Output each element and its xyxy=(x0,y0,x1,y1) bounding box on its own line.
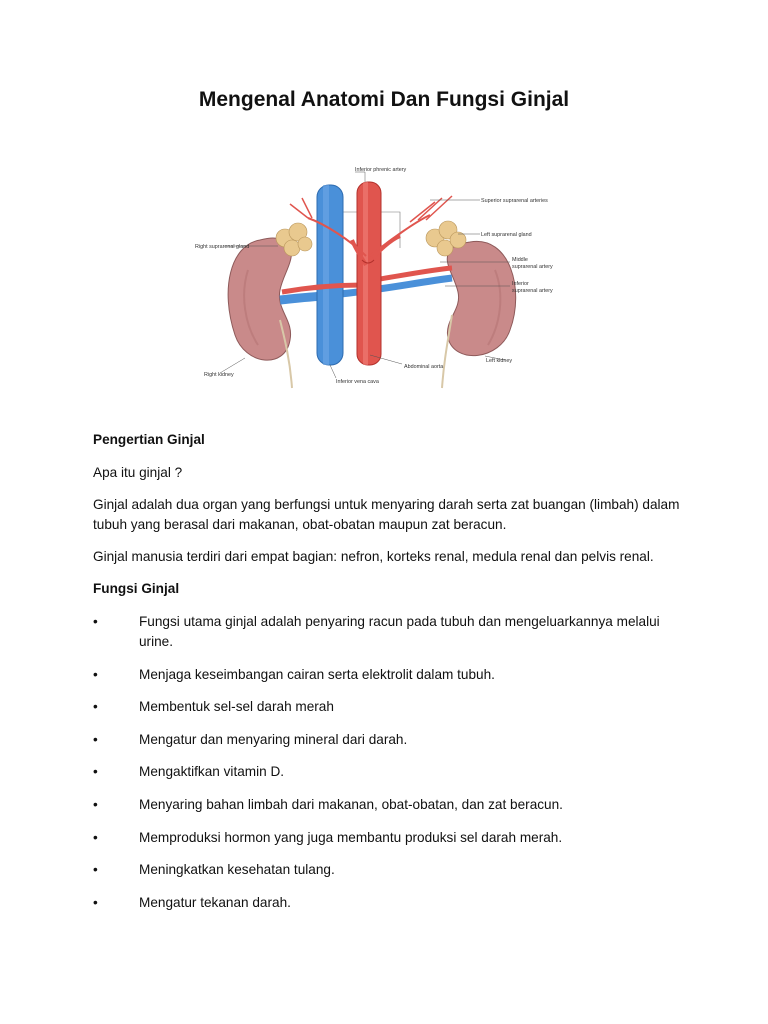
list-item-text: Memproduksi hormon yang juga membantu produksi sel darah merah. xyxy=(139,829,563,845)
list-item xyxy=(93,762,683,782)
list-item-text: Mengatur tekanan darah. xyxy=(139,894,291,910)
paragraph-definition: Ginjal adalah dua organ yang berfungsi untuk menyaring darah serta zat buangan (limbah) dalam tubuh yang berasal dari makanan, obat-obatan maupun zat beracun. xyxy=(93,497,680,532)
label-left-suprarenal-gland: Left suprarenal gland xyxy=(481,232,532,238)
list-item-text: Membentuk sel-sel darah merah xyxy=(139,699,334,715)
label-right-kidney: Right kidney xyxy=(204,372,234,378)
label-superior-suprarenal-arteries: Superior suprarenal arteries xyxy=(481,198,548,204)
bullet-icon: • xyxy=(93,862,98,878)
function-list xyxy=(93,612,683,913)
kidney-anatomy-illustration xyxy=(190,160,570,390)
paragraph-parts: Ginjal manusia terdiri dari empat bagian: nefron, korteks renal, medula renal dan pelvis renal. xyxy=(93,549,654,564)
bullet-icon: • xyxy=(93,796,98,812)
section-heading-fungsi: Fungsi Ginjal xyxy=(93,581,180,596)
list-item xyxy=(93,828,683,848)
question-text: Apa itu ginjal ? xyxy=(93,465,183,480)
inferior-vena-cava-shape xyxy=(317,185,343,365)
list-item-text: Fungsi utama ginjal adalah penyaring racun pada tubuh dan mengeluarkannya melalui urine. xyxy=(139,614,660,649)
list-item xyxy=(93,860,683,880)
list-item xyxy=(93,612,683,652)
page-title: Mengenal Anatomi Dan Fungsi Ginjal xyxy=(198,88,570,111)
bullet-icon: • xyxy=(93,894,98,910)
bullet-icon: • xyxy=(93,764,98,780)
list-item-text: Mengatur dan menyaring mineral dari darah. xyxy=(139,731,408,747)
bullet-icon: • xyxy=(93,666,98,682)
label-abdominal-aorta: Abdominal aorta xyxy=(404,364,444,370)
label-middle-suprarenal-artery-line1: Middle xyxy=(512,257,528,263)
document-body xyxy=(93,430,683,925)
bullet-icon: • xyxy=(93,731,98,747)
bullet-icon: • xyxy=(93,699,98,715)
list-item xyxy=(93,730,683,750)
bullet-icon: • xyxy=(93,829,98,845)
label-inferior-phrenic-artery: Inferior phrenic artery xyxy=(355,167,407,173)
label-inferior-suprarenal-artery-line2: suprarenal artery xyxy=(512,288,553,294)
list-item xyxy=(93,795,683,815)
bullet-icon: • xyxy=(93,614,98,629)
abdominal-aorta-shape xyxy=(357,182,381,365)
list-item xyxy=(93,893,683,913)
list-item xyxy=(93,697,683,717)
section-heading-pengertian: Pengertian Ginjal xyxy=(93,432,205,447)
label-right-suprarenal-gland: Right suprarenal gland xyxy=(195,244,250,250)
label-inferior-suprarenal-artery-line1: Inferior xyxy=(512,281,529,287)
list-item-text: Meningkatkan kesehatan tulang. xyxy=(139,862,335,878)
label-left-kidney: Left kidney xyxy=(486,358,513,364)
label-inferior-vena-cava: Inferior vena cava xyxy=(336,379,379,385)
list-item-text: Menjaga keseimbangan cairan serta elektrolit dalam tubuh. xyxy=(139,666,495,682)
list-item xyxy=(93,665,683,685)
label-middle-suprarenal-artery-line2: suprarenal artery xyxy=(512,264,553,270)
list-item-text: Menyaring bahan limbah dari makanan, obat-obatan, dan zat beracun. xyxy=(139,796,563,812)
kidney-anatomy-svg xyxy=(190,160,570,390)
list-item-text: Mengaktifkan vitamin D. xyxy=(139,764,285,780)
